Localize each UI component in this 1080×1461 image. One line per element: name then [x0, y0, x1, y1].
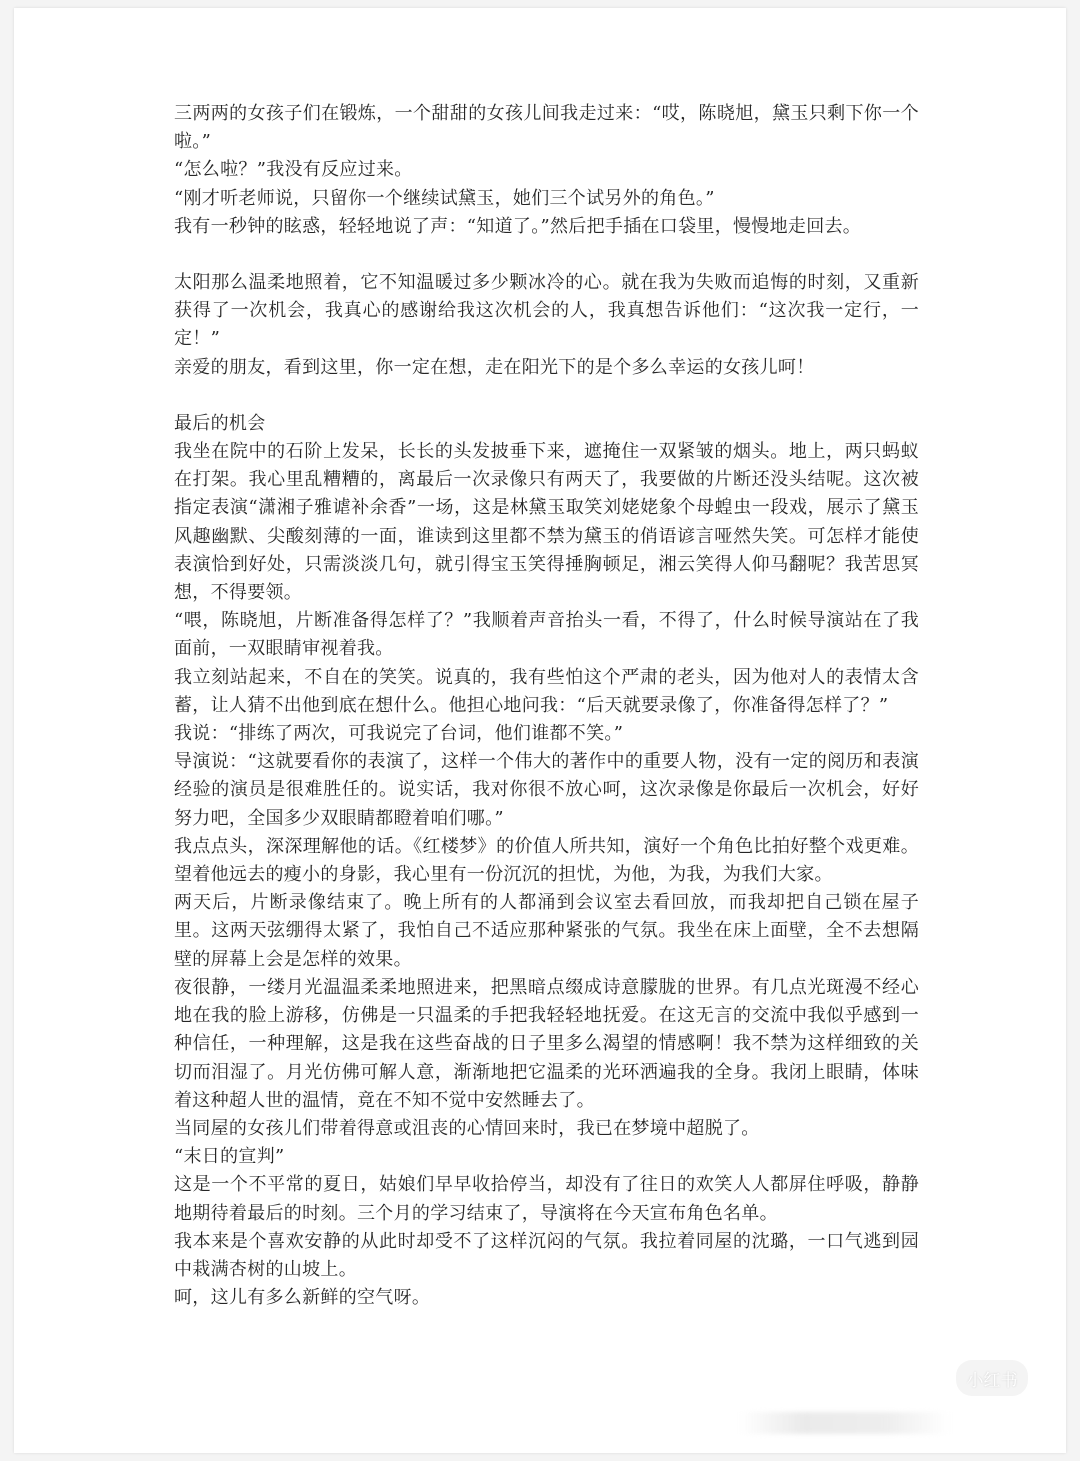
document-page — [14, 8, 1066, 1453]
paragraph: 呵，这儿有多么新鲜的空气呀。 — [174, 1287, 431, 1309]
paragraph-gap — [174, 382, 919, 410]
paragraph: “刚才听老师说，只留你一个继续试黛玉，她们三个试另外的角色。” — [174, 187, 715, 209]
paragraph: “怎么啦？”我没有反应过来。 — [174, 159, 413, 181]
paragraph: 夜很静，一缕月光温温柔柔地照进来，把黑暗点缀成诗意朦胧的世界。有几点光斑漫不经心地在我的脸上游移，仿佛是一只温柔的手把我轻轻地抚爱。在这无言的交流中我似乎感到一种信任，一种理解，这是我在这些奋战的日子里多么渴望的情感啊！我不禁为这样细致的关切而泪湿了。月光仿佛可解人意，渐渐地把它温柔的光环洒遍我的全身。我闭上眼睛，体味着这种超人世的温情，竟在不知不觉中安然睡去了。 — [174, 976, 919, 1111]
paragraph: 我立刻站起来，不自在的笑笑。说真的，我有些怕这个严肃的老头，因为他对人的表情太含蓄，让人猜不出他到底在想什么。他担心地问我：“后天就要录像了，你准备得怎样了？” — [174, 666, 919, 716]
paragraph: 两天后，片断录像结束了。晚上所有的人都涌到会议室去看回放，而我却把自己锁在屋子里。这两天弦绷得太紧了，我怕自己不适应那种紧张的气氛。我坐在床上面壁，全不去想隔壁的屏幕上会是怎样的效果。 — [174, 892, 919, 970]
paragraph: 亲爱的朋友，看到这里，你一定在想，走在阳光下的是个多么幸运的女孩儿呵！ — [174, 356, 815, 378]
paragraph: 当同屋的女孩儿们带着得意或沮丧的心情回来时，我已在梦境中超脱了。 — [174, 1117, 760, 1139]
paragraph: 我坐在院中的石阶上发呆，长长的头发披垂下来，遮掩住一双紧皱的烟头。地上，两只蚂蚁在打架。我心里乱糟糟的，离最后一次录像只有两天了，我要做的片断还没头结呢。这次被指定表演“潇湘子雅谑补余香”一场，这是林黛玉取笑刘姥姥象个母蝗虫一段戏，展示了黛玉风趣幽默、尖酸刻薄的一面，谁读到这里都不禁为黛玉的俏语谚言哑然失笑。可怎样才能使表演恰到好处，只需淡淡几句，就引得宝玉笑得捶胸顿足，湘云笑得人仰马翻呢？我苦思冥想，不得要领。 — [174, 441, 919, 604]
paragraph: “喂，陈晓旭，片断准备得怎样了？”我顺着声音抬头一看，不得了，什么时候导演站在了我面前，一双眼睛审视着我。 — [174, 610, 919, 660]
section-heading: 最后的机会 — [174, 412, 266, 434]
section-heading: “末日的宣判” — [174, 1146, 285, 1168]
watermark-logo — [956, 1360, 1028, 1396]
paragraph: 我点点头，深深理解他的话。《红楼梦》的价值人所共知，演好一个角色比拍好整个戏更难。望着他远去的瘦小的身影，我心里有一份沉沉的担忧，为他，为我，为我们大家。 — [174, 835, 919, 886]
paragraph: 太阳那么温柔地照着，它不知温暖过多少颗冰冷的心。就在我为失败而追悔的时刻，又重新获得了一次机会，我真心的感谢给我这次机会的人，我真想告诉他们：“这次我一定行，一定！” — [174, 272, 919, 350]
paragraph: 这是一个不平常的夏日，姑娘们早早收拾停当，却没有了往日的欢笑人人都屏住呼吸，静静地期待着最后的时刻。三个月的学习结束了，导演将在今天宣布角色名单。 — [174, 1174, 919, 1224]
paragraph: 导演说：“这就要看你的表演了，这样一个伟大的著作中的重要人物，没有一定的阅历和表演经验的演员是很难胜任的。说实话，我对你很不放心呵，这次录像是你最后一次机会，好好努力吧，全国多少双眼睛都瞪着咱们哪。” — [174, 751, 919, 829]
watermark-text: 小红书 — [966, 1370, 1018, 1391]
paragraph: 三两两的女孩子们在锻炼，一个甜甜的女孩儿间我走过来：“哎，陈晓旭，黛玉只剩下你一个啦。” — [174, 103, 919, 153]
paragraph-gap — [174, 241, 919, 269]
paragraph: 我本来是个喜欢安静的从此时却受不了这样沉闷的气氛。我拉着同屋的沈璐，一口气逃到园中栽满杏树的山坡上。 — [174, 1230, 919, 1280]
paragraph: 我有一秒钟的眩惑，轻轻地说了声：“知道了。”然后把手插在口袋里，慢慢地走回去。 — [174, 215, 862, 237]
blurred-caption — [740, 1412, 950, 1434]
paragraph: 我说：“排练了两次，可我说完了台词，他们谁都不笑。” — [174, 723, 624, 745]
document-body — [174, 100, 919, 1312]
